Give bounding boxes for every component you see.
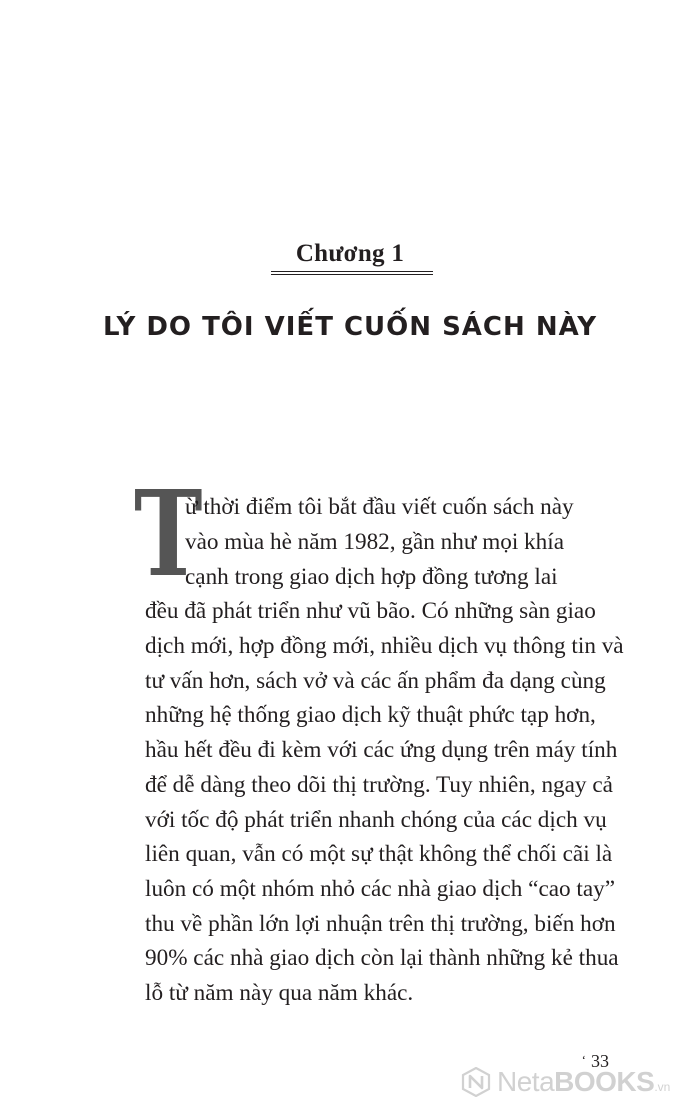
body-line: liên quan, vẫn có một sự thật không thể chối cãi là (145, 841, 613, 867)
divider-line-top (271, 271, 433, 272)
watermark-text-neta: Neta (497, 1066, 555, 1097)
body-line: vào mùa hè năm 1982, gần như mọi khía (185, 529, 564, 555)
body-line: hầu hết đều đi kèm với các ứng dụng trên máy tính (145, 737, 618, 763)
body-line: thu về phần lớn lợi nhuận trên thị trường, biến hơn (145, 911, 616, 937)
body-line: dịch mới, hợp đồng mới, nhiều dịch vụ thông tin và (145, 633, 624, 659)
body-line: đều đã phát triển như vũ bão. Có những sàn giao (145, 598, 596, 624)
watermark-text-vn: .vn (654, 1080, 671, 1094)
body-line: để dễ dàng theo dõi thị trường. Tuy nhiên, ngay cả (145, 772, 613, 798)
body-line: những hệ thống giao dịch kỹ thuật phức tạp hơn, (145, 702, 596, 728)
watermark (461, 1062, 670, 1102)
chapter-title: LÝ DO TÔI VIẾT CUỐN SÁCH NÀY (102, 312, 598, 342)
page-number-value: 33 (591, 1051, 609, 1071)
body-line: với tốc độ phát triển nhanh chóng của các dịch vụ (145, 807, 607, 833)
divider-line-bottom (271, 274, 433, 275)
body-line: luôn có một nhóm nhỏ các nhà giao dịch “cao tay” (145, 876, 616, 902)
watermark-text (497, 1066, 670, 1098)
watermark-text-books: BOOKS (554, 1066, 655, 1097)
body-line: cạnh trong giao dịch hợp đồng tương lai (185, 564, 558, 590)
body-line: tư vấn hơn, sách vở và các ấn phẩm đa dạng cùng (145, 668, 606, 694)
body-line: ừ thời điểm tôi bắt đầu viết cuốn sách này (185, 494, 574, 520)
page-number-mark: ‘ (581, 1052, 586, 1067)
chapter-divider (271, 271, 433, 275)
body-line: 90% các nhà giao dịch còn lại thành những kẻ thua (145, 945, 619, 971)
netabooks-logo-icon (461, 1067, 491, 1097)
body-line: lỗ từ năm này qua năm khác. (145, 980, 414, 1006)
drop-cap: T (134, 464, 203, 603)
chapter-label: Chương 1 (295, 240, 405, 267)
